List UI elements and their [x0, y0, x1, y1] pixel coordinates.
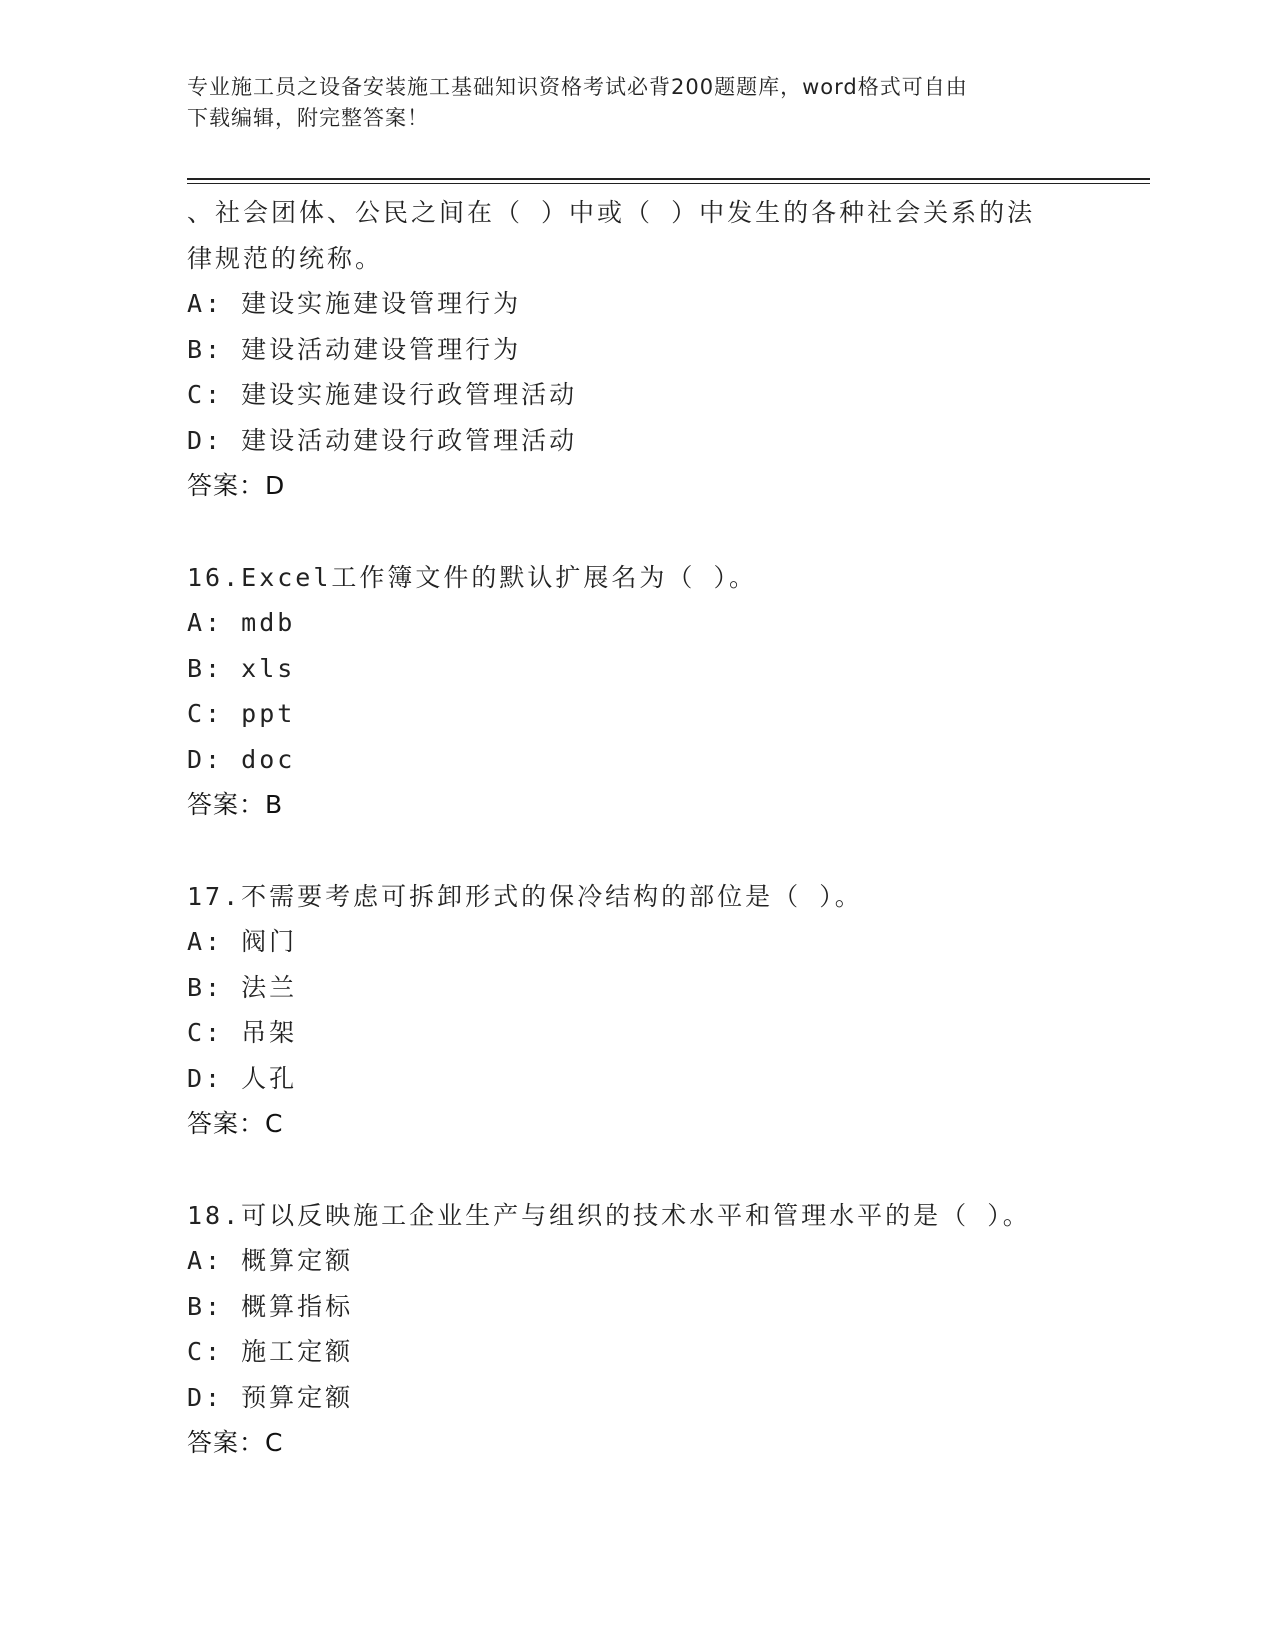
- question-stem-line: 17.不需要考虑可拆卸形式的保冷结构的部位是（ ）。: [187, 881, 863, 911]
- option-b: B: 法兰: [187, 972, 298, 1002]
- option-c: C: 施工定额: [187, 1337, 354, 1366]
- document-header: [187, 72, 1067, 134]
- option-c: C: 吊架: [187, 1018, 298, 1047]
- option-d: D: doc: [187, 744, 296, 774]
- question-stem-line: 律规范的统称。: [187, 243, 384, 273]
- option-b: B: xls: [187, 653, 296, 683]
- question-block-17: [187, 874, 1107, 1147]
- question-stem-line: 、社会团体、公民之间在（ ）中或（ ）中发生的各种社会关系的法: [187, 198, 1036, 227]
- question-list: [187, 190, 1107, 1512]
- answer-line: 答案：C: [187, 1428, 284, 1457]
- answer-line: 答案：C: [187, 1109, 284, 1138]
- option-a: A: 概算定额: [187, 1246, 354, 1275]
- option-a: A: mdb: [187, 608, 296, 637]
- question-stem-line: 18.可以反映施工企业生产与组织的技术水平和管理水平的是（ ）。: [187, 1200, 1031, 1230]
- header-line-1: 专业施工员之设备安装施工基础知识资格考试必背200题题库，word格式可自由: [187, 75, 968, 99]
- option-c: C: 建设实施建设行政管理活动: [187, 380, 578, 409]
- question-block-16: [187, 555, 1107, 828]
- option-d: D: 人孔: [187, 1063, 298, 1093]
- option-b: B: 概算指标: [187, 1291, 354, 1321]
- answer-line: 答案：D: [187, 471, 286, 500]
- option-c: C: ppt: [187, 699, 296, 728]
- question-stem-line: 16.Excel工作簿文件的默认扩展名为（ ）。: [187, 562, 757, 592]
- answer-line: 答案：B: [187, 790, 284, 819]
- option-d: D: 建设活动建设行政管理活动: [187, 425, 578, 455]
- option-d: D: 预算定额: [187, 1382, 354, 1412]
- option-a: A: 建设实施建设管理行为: [187, 289, 522, 318]
- header-divider-thin: [187, 183, 1150, 184]
- header-line-2: 下载编辑，附完整答案！: [187, 106, 429, 130]
- option-a: A: 阀门: [187, 927, 298, 956]
- option-b: B: 建设活动建设管理行为: [187, 334, 522, 364]
- question-block-15: [187, 190, 1107, 509]
- header-divider-thick: [187, 178, 1150, 180]
- question-block-18: [187, 1193, 1107, 1466]
